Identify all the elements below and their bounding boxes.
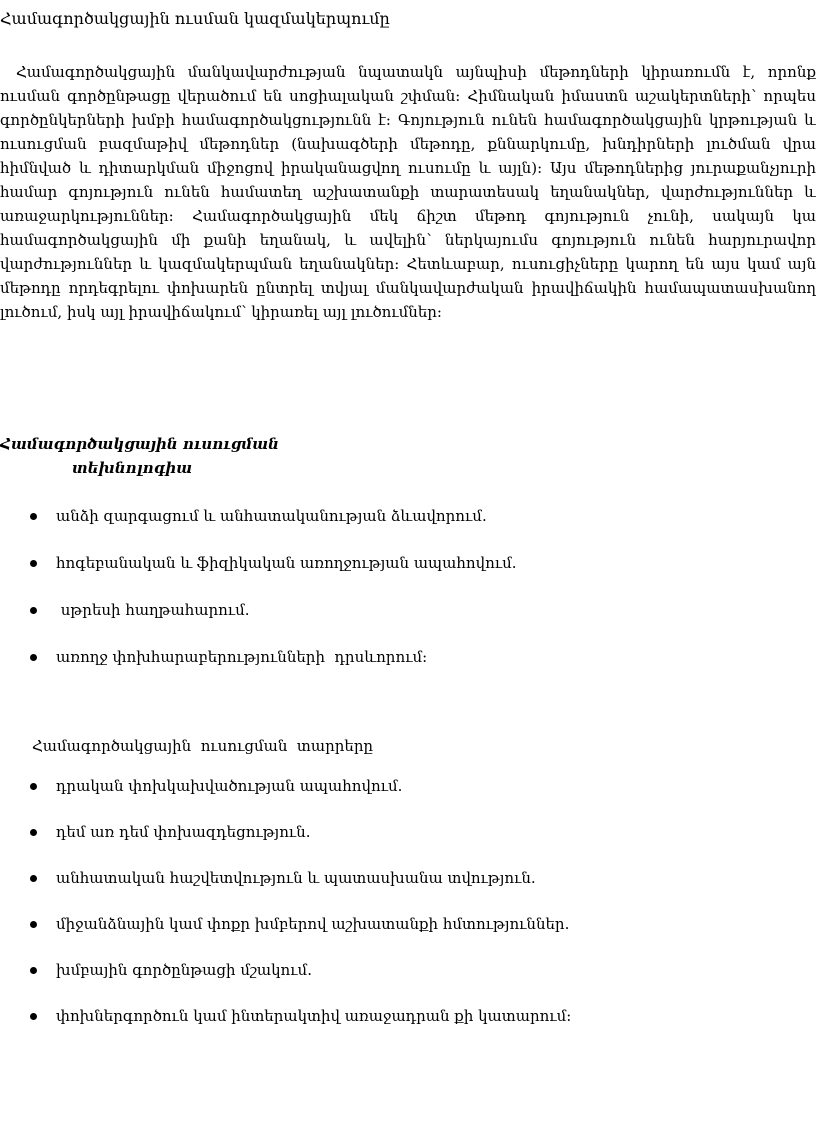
section2-heading: Համագործակցային ուսուցման տարրերը [32,737,374,755]
list-item [0,1004,816,1028]
document-title: Համագործակցային ուսման կազմակերպումը [0,9,390,28]
bullet-icon [30,1013,37,1020]
section1-list [0,504,816,692]
list-item-text: միջանձնային կամ փոքր խմբերով աշխատանքի հմտություններ. [56,915,570,933]
bullet-icon [30,829,37,836]
list-item-text: հոգեբանական և ֆիզիկական առողջության ապահովում. [56,554,517,572]
intro-paragraph: Համագործակցային մանկավարժության նպատակն այնպիսի մեթոդների կիրառումն է, որոնք ուսման գործընթացը վերածում են սոցիալական շփման։ Հիմնական իմաստն աշակերտների՝ որպես գործընկերների խմբի համագործակցությունն է։ Գոյություն ունեն համագործակցային կրթության և ուսուցման բազմաթիվ մեթոդներ (նախագծերի մեթոդը, քննարկումը, խնդիրների լուծման վրա հիմնված և դիտարկման միջոցով իրականացվող ուսումը և այլն)։ Այս մեթոդներից յուրաքանչյուրի համար գոյություն ունեն համատեղ աշխատանքի տարատեսակ եղանակներ, վարժություններ և առաջարկություններ։ Համագործակցային մեկ ճիշտ մեթոդ գոյություն չունի, սակայն կա համագործակցային մի քանի եղանակ, և ավելին՝ ներկայումս գոյություն ունեն հարյուրավոր վարժություններ և կազմակերպման եղանակներ։ Հետևաբար, ուսուցիչները կարող են այս կամ այն մեթոդը որդեգրելու փոխարեն ընտրել տվյալ մանկավարժական իրավիճակին համապատասխանող լուծում, իսկ այլ իրավիճակում՝ կիրառել այլ լուծումներ։ [0,63,816,321]
list-item [0,598,816,622]
list-item [0,774,816,798]
list-item [0,866,816,890]
list-item-text: անհատական հաշվետվություն և պատասխանա տվություն. [56,869,536,887]
bullet-icon [30,607,37,614]
bullet-icon [30,875,37,882]
section1-heading-line1: Համագործակցային ուսուցման [0,435,279,453]
bullet-icon [30,560,37,567]
list-item-text: փոխներգործուն կամ ինտերակտիվ առաջադրան քի կատարում։ [56,1007,572,1025]
list-item-text: առողջ փոխհարաբերությունների դրսևորում։ [56,648,428,666]
list-item [0,504,816,528]
list-item [0,645,816,669]
list-item [0,820,816,844]
bullet-icon [30,783,37,790]
list-item [0,958,816,982]
list-item-text: սթրեսի հաղթահարում. [56,601,250,619]
section1-heading-line2: տեխնոլոգիա [72,459,193,477]
bullet-icon [30,513,37,520]
list-item-text: դեմ առ դեմ փոխազդեցություն. [56,823,311,841]
section2-list [0,774,816,1050]
section1-heading [0,432,279,480]
list-item-text: դրական փոխկախվածության ապահովում. [56,777,403,795]
bullet-icon [30,921,37,928]
list-item [0,551,816,575]
list-item-text: անձի զարգացում և անհատականության ձևավորում. [56,507,487,525]
list-item-text: խմբային գործընթացի մշակում. [56,961,312,979]
bullet-icon [30,967,37,974]
list-item [0,912,816,936]
bullet-icon [30,654,37,661]
